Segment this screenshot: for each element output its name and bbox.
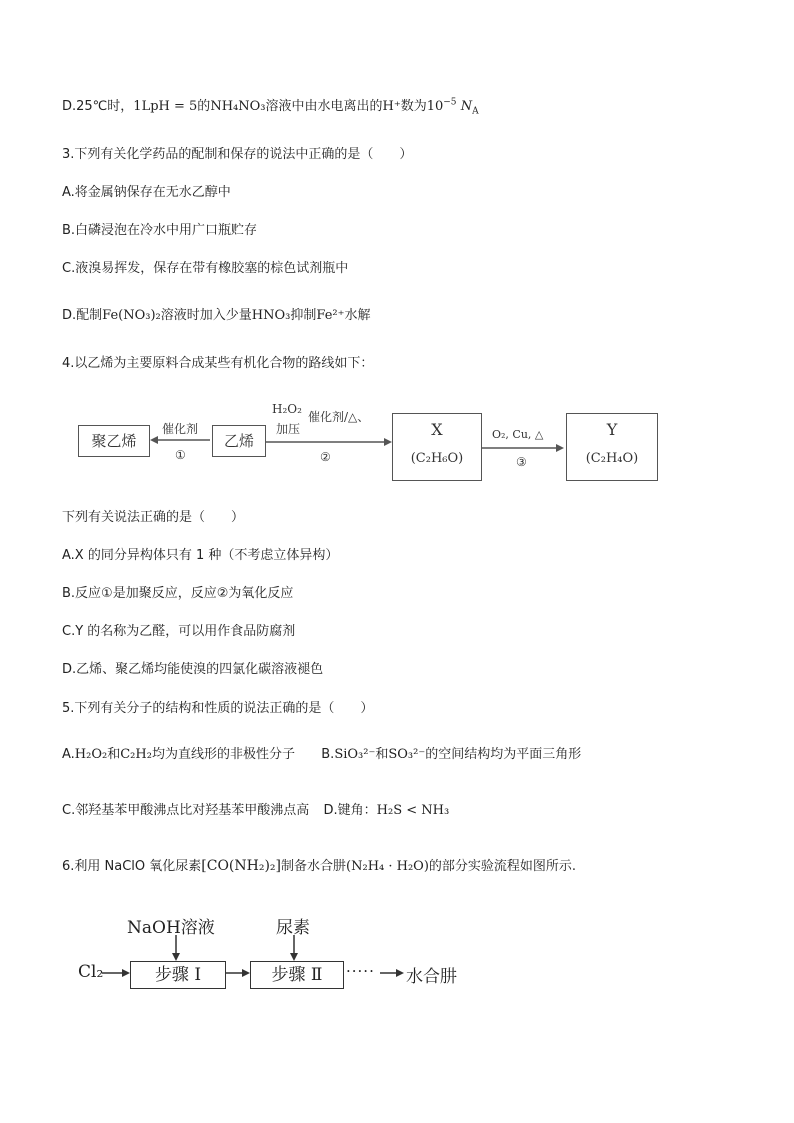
arrow-right-1	[102, 966, 130, 980]
arrow-right-2	[226, 966, 250, 980]
formula-c2h2: C₂H₂	[120, 747, 152, 762]
text: D.配制	[62, 308, 103, 323]
q3-option-a: A.将金属钠保存在无水乙醇中	[62, 185, 231, 200]
number: 10	[426, 99, 444, 114]
text: C.邻羟基苯甲酸沸点比对羟基苯甲酸沸点高	[62, 803, 310, 818]
text: 水解	[344, 308, 371, 323]
product-hydrazine: 水合肼	[406, 967, 457, 987]
text: 溶液中由水电离出的	[265, 99, 383, 114]
q3-option-b: B.白磷浸泡在冷水中用广口瓶贮存	[62, 223, 258, 238]
step-3: ③	[516, 455, 527, 469]
exponent: −5	[443, 97, 457, 108]
box-ethylene: 乙烯	[212, 425, 266, 457]
arrow-right-3	[380, 966, 404, 980]
x-name: X	[431, 420, 443, 439]
formula-nh4no3: NH₄NO₃	[210, 99, 266, 114]
ellipsis: ·····	[346, 962, 375, 980]
question-5: 5.下列有关分子的结构和性质的说法正确的是（ ）	[62, 701, 374, 716]
q3-option-d	[62, 306, 370, 326]
formula-hplus: H⁺	[382, 99, 401, 114]
q4-option-d: D.乙烯、聚乙烯均能使溴的四氯化碳溶液褪色	[62, 662, 324, 677]
formula-fe2: Fe²⁺	[316, 308, 345, 323]
y-name: Y	[606, 420, 618, 439]
cond-2-catalyst: 催化剂/△、	[308, 410, 370, 424]
text: B.	[321, 747, 335, 762]
text: 的空间结构均为平面三角形	[425, 747, 582, 762]
q3-option-c: C.液溴易挥发，保存在带有橡胶塞的棕色试剂瓶中	[62, 261, 349, 276]
text: 的	[197, 99, 211, 114]
q4-option-c: C.Y 的名称为乙醛，可以用作食品防腐剂	[62, 624, 296, 639]
text: 和	[375, 747, 389, 762]
question-3: 3.下列有关化学药品的配制和保存的说法中正确的是（ ）	[62, 147, 413, 162]
formula-urea: [CO(NH₂)₂]	[201, 858, 282, 874]
text: 的部分实验流程如图所示.	[428, 859, 577, 874]
arrow-down-1	[170, 935, 182, 961]
text: 均为直线形的非极性分子	[151, 747, 295, 762]
cond-2-h2o2: H₂O₂	[272, 402, 302, 416]
y-formula: (C₂H₄O)	[585, 451, 639, 466]
box-polyethylene: 聚乙烯	[78, 425, 150, 457]
arrow-3	[482, 440, 564, 456]
box-step-1: 步骤 Ⅰ	[130, 961, 226, 989]
text: 溶液时加入少量	[160, 308, 252, 323]
q4-stem: 下列有关说法正确的是（ ）	[62, 510, 245, 525]
text: D.键角：	[323, 803, 377, 818]
reagent-cl2: Cl₂	[78, 962, 104, 982]
box-step-2: 步骤 Ⅱ	[250, 961, 344, 989]
formula-so3: SO₃²⁻	[388, 747, 426, 762]
cond-1: 催化剂	[162, 422, 199, 436]
x-formula: (C₂H₆O)	[410, 451, 464, 466]
reagent-naoh: NaOH溶液	[127, 918, 215, 938]
text: 抑制	[290, 308, 317, 323]
text: A.	[62, 747, 75, 762]
q2-option-d	[62, 97, 479, 117]
q5-options-cd	[62, 801, 449, 821]
q4-option-b: B.反应①是加聚反应，反应②为氧化反应	[62, 586, 294, 601]
formula-feno3: Fe(NO₃)₂	[102, 308, 161, 323]
question-6	[62, 856, 576, 877]
cond-3: O₂, Cu, △	[492, 428, 544, 441]
cond-2-pressure: 加压	[276, 422, 301, 436]
arrow-down-2	[288, 935, 300, 961]
formula-sio3: SiO₃²⁻	[334, 747, 376, 762]
formula-h2o2: H₂O₂	[74, 747, 108, 762]
text: 制备水合肼	[281, 859, 347, 874]
step-2: ②	[320, 450, 331, 464]
question-4: 4.以乙烯为主要原料合成某些有机化合物的路线如下：	[62, 356, 374, 371]
step-1: ①	[175, 448, 186, 462]
box-y	[566, 413, 658, 481]
formula-angle: H₂S < NH₃	[376, 803, 450, 818]
avogadro-sub: A	[472, 106, 479, 117]
avogadro: N	[460, 99, 473, 114]
q5-options-ab	[62, 745, 581, 765]
reagent-urea: 尿素	[276, 918, 310, 938]
text: 和	[107, 747, 121, 762]
text: 6.利用 NaClO 氧化尿素	[62, 859, 202, 874]
text: D.25℃时，	[62, 99, 134, 114]
formula-hno3: HNO₃	[251, 308, 291, 323]
text: 数为	[400, 99, 427, 114]
box-x	[392, 413, 482, 481]
q4-option-a: A.X 的同分异构体只有 1 种（不考虑立体异构）	[62, 548, 339, 563]
formula: 1LpH = 5	[133, 99, 198, 114]
formula-hydrazine: (N₂H₄ · H₂O)	[346, 859, 429, 874]
